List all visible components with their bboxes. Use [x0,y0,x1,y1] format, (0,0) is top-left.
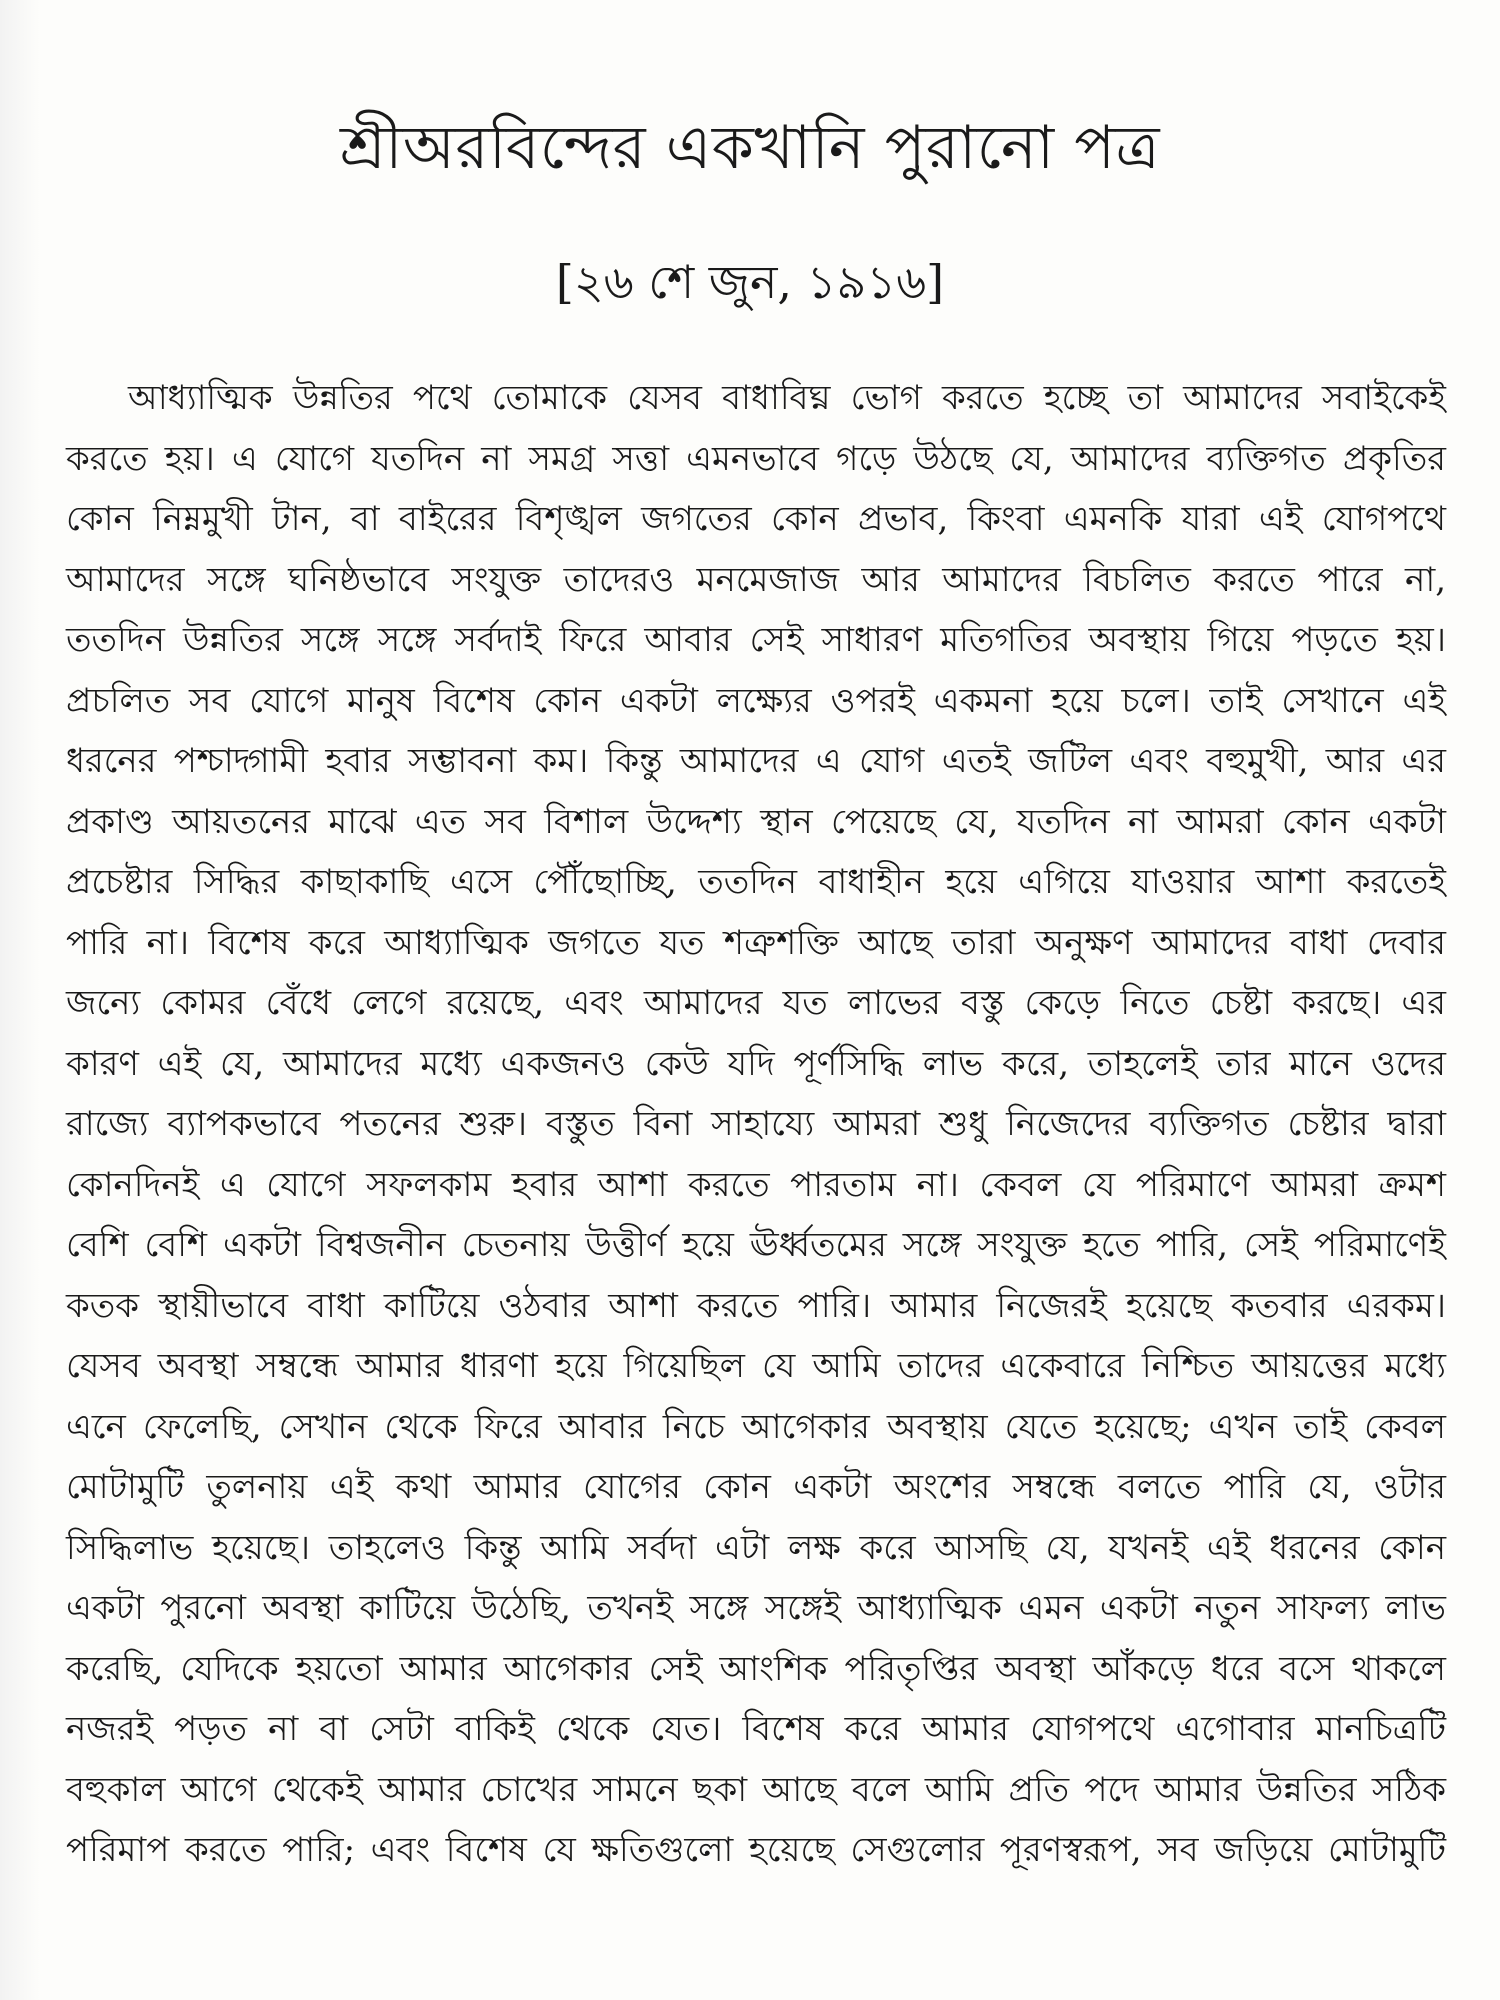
body-line: পারি না। বিশেষ করে আধ্যাত্মিক জগতে যত শত্রুশক্তি আছে তারা অনুক্ষণ আমাদের বাধা দেবার [66,922,1446,963]
letter-date: [২৬ শে জুন, ১৯১৬] [555,255,945,309]
body-line: বহুকাল আগে থেকেই আমার চোখের সামনে ছকা আছে বলে আমি প্রতি পদে আমার উন্নতির সঠিক [66,1769,1446,1810]
body-line: আমাদের সঙ্গে ঘনিষ্ঠভাবে সংযুক্ত তাদেরও মনমেজাজ আর আমাদের বিচলিত করতে পারে না, [66,559,1446,600]
body-line: করেছি, যেদিকে হয়তো আমার আগেকার সেই আংশিক পরিতৃপ্তির অবস্থা আঁকড়ে ধরে বসে থাকলে [66,1648,1446,1689]
body-line: কোন নিম্নমুখী টান, বা বাইরের বিশৃঙ্খল জগতের কোন প্রভাব, কিংবা এমনকি যারা এই যোগপথে [66,499,1446,539]
body-line: এনে ফেলেছি, সেখান থেকে ফিরে আবার নিচে আগেকার অবস্থায় যেতে হয়েছে; এখন তাই কেবল [66,1406,1446,1447]
body-line: নজরই পড়ত না বা সেটা বাকিই থেকে যেত। বিশেষ করে আমার যোগপথে এগোবার মানচিত্রটি [66,1709,1446,1749]
body-line: কোনদিনই এ যোগে সফলকাম হবার আশা করতে পারতাম না। কেবল যে পরিমাণে আমরা ক্রমশ [66,1164,1446,1205]
body-line: জন্যে কোমর বেঁধে লেগে রয়েছে, এবং আমাদের যত লাভের বস্তু কেড়ে নিতে চেষ্টা করছে। এর [66,983,1446,1023]
body-line: প্রকাণ্ড আয়তনের মাঝে এত সব বিশাল উদ্দেশ্য স্থান পেয়েছে যে, যতদিন না আমরা কোন একটা [66,801,1446,842]
body-line: পরিমাপ করতে পারি; এবং বিশেষ যে ক্ষতিগুলো হয়েছে সেগুলোর পূরণস্বরূপ, সব জড়িয়ে মোটামুটি [66,1830,1446,1870]
body-line: প্রচলিত সব যোগে মানুষ বিশেষ কোন একটা লক্ষ্যের ওপরই একমনা হয়ে চলে। তাই সেখানে এই [66,680,1446,721]
body-line: বেশি বেশি একটা বিশ্বজনীন চেতনায় উত্তীর্ণ হয়ে ঊর্ধ্বতমের সঙ্গে সংযুক্ত হতে পারি, সেই পরিমাণেই [66,1225,1446,1265]
letter-title: শ্রীঅরবিন্দের একখানি পুরানো পত্র [339,113,1161,183]
body-line: একটা পুরনো অবস্থা কাটিয়ে উঠেছি, তখনই সঙ্গে সঙ্গেই আধ্যাত্মিক এমন একটা নতুন সাফল্য লাভ [66,1588,1446,1628]
body-line: মোটামুটি তুলনায় এই কথা আমার যোগের কোন একটা অংশের সম্বন্ধে বলতে পারি যে, ওটার [66,1467,1446,1507]
body-line: কারণ এই যে, আমাদের মধ্যে একজনও কেউ যদি পূর্ণসিদ্ধি লাভ করে, তাহলেই তার মানে ওদের [66,1043,1446,1084]
body-line: প্রচেষ্টার সিদ্ধির কাছাকাছি এসে পৌঁছোচ্ছি, ততদিন বাধাহীন হয়ে এগিয়ে যাওয়ার আশা করতেই [66,862,1446,902]
letter-body [66,368,1446,1881]
body-line: ধরনের পশ্চাদ্গামী হবার সম্ভাবনা কম। কিন্তু আমাদের এ যোগ এতই জটিল এবং বহুমুখী, আর এর [66,741,1446,781]
body-line: করতে হয়। এ যোগে যতদিন না সমগ্র সত্তা এমনভাবে গড়ে উঠছে যে, আমাদের ব্যক্তিগত প্রকৃতির [66,438,1446,479]
body-line: আধ্যাত্মিক উন্নতির পথে তোমাকে যেসব বাধাবিঘ্ন ভোগ করতে হচ্ছে তা আমাদের সবাইকেই [128,378,1446,418]
body-line: সিদ্ধিলাভ হয়েছে। তাহলেও কিন্তু আমি সর্বদা এটা লক্ষ করে আসছি যে, যখনই এই ধরনের কোন [66,1527,1446,1568]
body-line: রাজ্যে ব্যাপকভাবে পতনের শুরু। বস্তুত বিনা সাহায্যে আমরা শুধু নিজেদের ব্যক্তিগত চেষ্টার দ্বারা [66,1104,1446,1144]
body-line: কতক স্থায়ীভাবে বাধা কাটিয়ে ওঠবার আশা করতে পারি। আমার নিজেরই হয়েছে কতবার এরকম। [66,1285,1446,1326]
body-line: যেসব অবস্থা সম্বন্ধে আমার ধারণা হয়ে গিয়েছিল যে আমি তাদের একেবারে নিশ্চিত আয়ত্তের মধ্যে [66,1346,1446,1386]
body-line: ততদিন উন্নতির সঙ্গে সঙ্গে সর্বদাই ফিরে আবার সেই সাধারণ মতিগতির অবস্থায় গিয়ে পড়তে হয়। [66,620,1446,660]
